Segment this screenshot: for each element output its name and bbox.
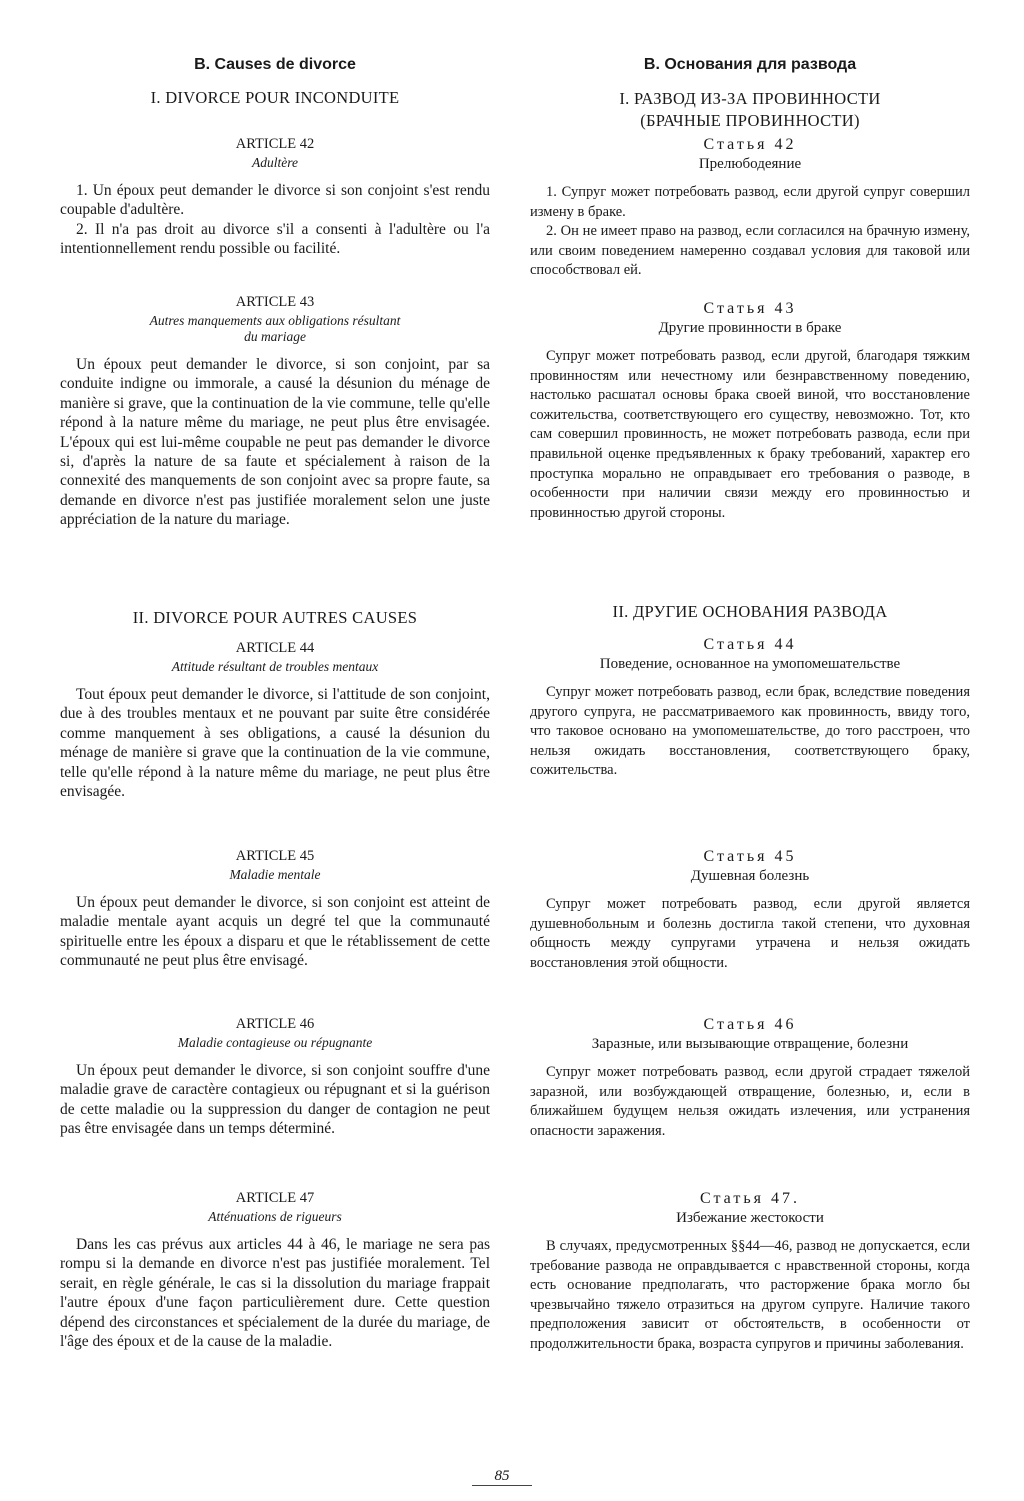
article-subtitle: Заразные, или вызывающие отвращение, болезни (591, 1036, 909, 1052)
article-subtitle: Другие провинности в браке (658, 320, 842, 336)
article-number: Статья 44 (703, 636, 797, 653)
article-paragraph: Un époux peut demander le divorce, si son conjoint souffre d'une maladie grave de caractère contagieux ou répugnant et si la guérison de cette maladie ou la suppression du danger de contagion ne peut pas être envisagée dans un temps déterminé. (60, 1062, 490, 1138)
article-subtitle: Maladie contagieuse ou répugnante (177, 1035, 373, 1050)
article-43-ru (530, 290, 970, 523)
article-number: Статья 42 (703, 136, 797, 153)
article-subtitle: Atténuations de rigueurs (208, 1209, 342, 1224)
article-42-ru (530, 126, 970, 281)
article-46-ru (530, 1006, 970, 1141)
article-44-fr (60, 630, 490, 801)
part2-title-ru: II. ДРУГИЕ ОСНОВАНИЯ РАЗВОДА (612, 602, 888, 621)
part1-title-fr: I. DIVORCE POUR INCONDUITE (150, 88, 400, 107)
page-number: 85 (472, 1468, 532, 1486)
article-paragraph: В случаях, предусмотренных §§44—46, развод не допускается, если требование развода не оправдывается с нравственной стороны, когда есть основание предполагать, что расторжение брака могло бы чрезвычайно тяжело отразиться на другом супруге. Наличие такого предположения зависит от обстоятельств, в особенности от продолжительности брака, возраста супругов и причины заболевания. (530, 1238, 970, 1352)
article-paragraph: Tout époux peut demander le divorce, si l'attitude de son conjoint, due à des troubles mentaux et ne pouvant par suite être considérée comme manquement à ses obligations, a causé la désunion du ménage de manière si grave que la continuation de la vie commune, telle qu'elle répond à la nature même du mariage, ne peut plus être envisagée. (60, 686, 490, 801)
article-paragraph: 2. Il n'a pas droit au divorce s'il a consenti à l'adultère ou l'a intentionnellement rendu possible ou facilité. (60, 220, 490, 258)
article-paragraph: Un époux peut demander le divorce, si son conjoint, par sa conduite indigne ou immorale, a causé la désunion du ménage de manière si grave, que la continuation de la vie commune, telle qu'elle répond à la nature même du mariage, ne peut plus être envisagée. L'époux qui est lui-même coupable ne peut pas demander le divorce si, d'après la nature de sa faute et spécialement à raison de la connexité des manquements de son conjoint avec sa propre faute, sa demande en divorce n'est pas justifiée moralement selon une juste appréciation de la nature du mariage. (60, 356, 490, 529)
article-paragraph: Dans les cas prévus aux articles 44 à 46, le mariage ne sera pas rompu si la demande en divorce n'est pas justifiée moralement. Tel serait, en règle générale, le cas si la dissolution du mariage frappait l'autre époux d'une façon particulièrement dure. Cette question dépend des circonstances et spécialement de la durée du mariage, de l'âge des époux et de la cause de la maladie. (60, 1236, 490, 1351)
article-45-fr (60, 838, 490, 971)
article-number: ARTICLE 42 (235, 136, 315, 152)
article-paragraph: Супруг может потребовать развод, если другой, благодаря тяжким провинностям или нечестному или безнравственному поведению, настолько расшатал основы брака своей виной, что восстановление сожительства, соответствующего его существу, невозможно. Тот, кто сам совершил провинность, не может потребовать развода, если при правильной оценке предъявленных к браку требований, характер его проступка морально не оправдывает его требования о разводе, в особенности при наличии связи между его провинностью и провинностью другой стороны. (530, 348, 970, 521)
article-number: ARTICLE 43 (235, 294, 315, 310)
article-42-fr (60, 126, 490, 259)
article-number: ARTICLE 46 (235, 1016, 315, 1032)
article-subtitle: Attitude résultant de troubles mentaux (171, 659, 379, 674)
article-43-fr (60, 284, 490, 530)
section-title-fr: B. Causes de divorce (194, 56, 356, 73)
french-column (60, 50, 490, 1351)
article-subtitle: Adultère (252, 155, 298, 170)
article-number: Статья 43 (703, 300, 797, 317)
article-paragraph: Супруг может потребовать развод, если другой является душевнобольным и болезнь достигла такой степени, что духовная общность между супругами утрачена и нельзя ожидать восстановления этой общности. (530, 896, 970, 971)
article-number: ARTICLE 47 (235, 1190, 315, 1206)
article-paragraph: 1. Un époux peut demander le divorce si son conjoint s'est rendu coupable d'adultère. (60, 182, 490, 219)
article-number: Статья 46 (703, 1016, 797, 1033)
article-subtitle: Поведение, основанное на умопомешательстве (599, 656, 901, 672)
article-46-fr (60, 1006, 490, 1139)
article-47-fr (60, 1180, 490, 1351)
article-paragraph: Супруг может потребовать развод, если брак, вследствие поведения другого супруга, не рассматриваемого как провинность, ввиду того, что таковое основано на умопомешательстве, до того расстроен, что нельзя ожидать восстановления, соответствующего браку, сожительства. (530, 684, 970, 779)
article-number: ARTICLE 44 (235, 640, 315, 656)
article-subtitle: Прелюбодеяние (698, 156, 802, 172)
article-number: ARTICLE 45 (235, 848, 315, 864)
article-subtitle: Избежание жестокости (676, 1210, 824, 1226)
article-paragraph: 1. Супруг может потребовать развод, если другой супруг совершил измену в браке. (530, 184, 970, 220)
article-subtitle: Maladie mentale (229, 867, 321, 882)
article-paragraph: 2. Он не имеет право на развод, если согласился на брачную измену, или своим поведением намеренно создавал условия для таковой или способствовал ей. (530, 223, 970, 279)
article-paragraph: Супруг может потребовать развод, если другой страдает тяжелой заразной, или возбуждающей отвращение, болезнью, и, если в ближайшем будущем нельзя ожидать излечения, или устранения опасности заражения. (530, 1064, 970, 1139)
article-45-ru (530, 838, 970, 973)
article-44-ru (530, 626, 970, 781)
russian-column (530, 50, 970, 1352)
article-paragraph: Un époux peut demander le divorce, si son conjoint est atteint de maladie mentale ayant acquis un degré tel que la communauté spirituelle entre les époux a disparu et que le rétablissement de cette communauté ne peut plus être envisagé. (60, 894, 490, 970)
article-number: Статья 45 (703, 848, 797, 865)
article-subtitle: Autres manquements aux obligations résultant du mariage (149, 313, 401, 344)
part1-title-ru: I. РАЗВОД ИЗ-ЗА ПРОВИННОСТИ (БРАЧНЫЕ ПРОВИННОСТИ) (619, 89, 881, 130)
article-47-ru (530, 1180, 970, 1355)
article-number: Статья 47. (700, 1190, 800, 1207)
article-subtitle: Душевная болезнь (690, 868, 810, 884)
section-title-ru: B. Основания для развода (643, 56, 857, 73)
part2-title-fr: II. DIVORCE POUR AUTRES CAUSES (132, 608, 418, 627)
